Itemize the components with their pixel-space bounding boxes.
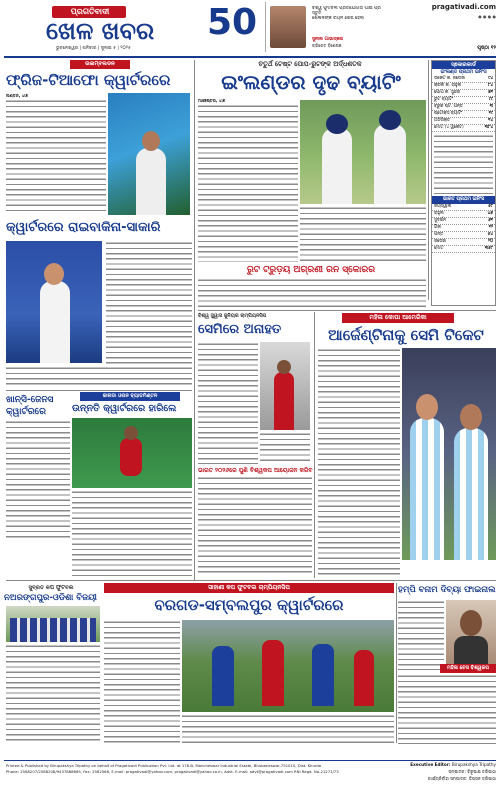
player-red-2: [354, 650, 374, 706]
football-body: [318, 348, 400, 578]
col-divider-4: [396, 583, 397, 743]
team-row: [10, 618, 96, 642]
badminton-headline: ଉନ୍ନତି କ୍ୱାର୍ଟରରେ ହାରିଲେ: [72, 403, 177, 414]
tennis-photo-1: [108, 93, 190, 215]
score-row-name: ପନ୍ତ: [434, 232, 444, 237]
tennis-body-2: [106, 241, 192, 365]
local-kicker: ସୁବ୍ରତ କପ ଫୁଟବଲ: [28, 585, 74, 591]
cricket-kicker: ଚତୁର୍ଥ ଟେଷ୍ଟ ପୋପ-ରୁଟଙ୍କ ଅର୍ଦ୍ଧଶତକ: [258, 60, 362, 68]
score-row-value: ୧୯: [488, 111, 493, 116]
chess-body-3: [198, 476, 312, 576]
football-headline: ଆର୍ଜେଣ୍ଟିନାକୁ ସେମି ଟିକେଟ: [328, 326, 484, 344]
chess-body-2: [260, 432, 310, 464]
score-row: [432, 83, 495, 90]
score-row: [432, 211, 495, 218]
score-row-name: କ୍ରଲି କ. ରାହୁଲ: [434, 83, 462, 88]
score-row-value: ୮୪: [488, 83, 493, 88]
score-row-value: ୧୪: [488, 118, 493, 123]
cricket-subhead: ରୁଟ ଟ୍ରୁଡ଼ୟ ଅଗ୍ରଣୀ ରନ ସ୍କୋରର: [246, 265, 376, 275]
hr-left-1: [6, 390, 192, 391]
chess-player-body: [454, 636, 488, 664]
badminton-body: [72, 490, 192, 578]
score-row-name: ଡକେଟ କ. ଜଡେଜା: [434, 76, 466, 81]
scoreboard-rows-1: [432, 76, 495, 132]
chess-final-sub: ମହିଳା ଚେସ ବିଶ୍ୱକପ: [446, 665, 490, 671]
score-row: [432, 232, 495, 239]
score-row-name: ଅତିରିକ୍ତ: [434, 118, 450, 123]
score-row-name: ରୁଟ ବ୍ୟାଟିଂ: [434, 97, 454, 102]
score-row-name: ରାହୁଲ: [434, 211, 444, 216]
player-blue-2: [312, 644, 334, 706]
cricket-photo: [300, 100, 426, 204]
chess-player-head: [460, 610, 482, 636]
batter-2: [374, 124, 406, 204]
footballer-1-head: [416, 394, 438, 420]
scoreboard-sub-1: ଇଂଲଣ୍ଡ ପ୍ରଥମ ଇନିଂସ: [440, 70, 487, 75]
player-head: [142, 131, 160, 151]
football-photo: [402, 348, 496, 560]
page-number: ପୃଷ୍ଠା ୧୨: [477, 45, 496, 51]
score-row-value: ୬୧: [488, 218, 493, 223]
tennis-body-1: [6, 99, 106, 215]
squash-head: [277, 360, 291, 374]
scoreboard: [431, 60, 496, 306]
footballer-2-head: [460, 404, 482, 430]
score-row: [432, 104, 495, 111]
score-row-value: ୨୦: [487, 239, 493, 244]
score-row-value: ୯୪: [488, 76, 493, 81]
score-row: [432, 76, 495, 83]
footballer-2: [454, 428, 488, 560]
cricket-body-2: [300, 206, 426, 264]
team-photo: [6, 606, 100, 642]
player-blue-1: [212, 646, 234, 706]
helmet-2: [379, 110, 401, 130]
chess-final-body: [398, 600, 444, 670]
tennis2-headline: ଖାନ୍ସି-ଜେନସ କ୍ୱାର୍ଟରରେ: [6, 395, 54, 417]
sahani-banner-text: ସାହାଣୀ କପ ଫୁଟବଲ ଚାମ୍ପିୟନସିପ: [208, 584, 290, 591]
brand-name: ପ୍ରଗତିବାଦୀ: [70, 7, 110, 16]
social-icons: ● ● ● ●: [478, 14, 496, 19]
score-row-name: ସୁଦର୍ଶନ: [434, 218, 446, 223]
masthead: [0, 0, 500, 56]
score-row-value: ୪୬: [487, 211, 493, 216]
helmet-1: [326, 114, 348, 134]
badminton-photo: [72, 418, 192, 488]
footballer-1: [410, 418, 444, 560]
score-row-value: ୩୫୮: [484, 246, 493, 251]
score-row-value: ୯୯: [488, 97, 493, 102]
footer-line-2: Phone: 2588207/2588208/9437868665, Fax: 2582566, E-mail: pragativadi@yahoo.com, pragativadi@yahoo.co.in, Advt. E-mail: advt@pragativadi.com RNI Regd. No-21271/73: [6, 769, 339, 774]
footer-editor: ସମ୍ପାଦକ: ବିରୂପାକ୍ଷ ତ୍ରିପାଠୀ: [448, 769, 496, 774]
squash-photo: [260, 342, 310, 430]
score-row-name: ମୋଟ (୪ ୱିକେଟ): [434, 125, 464, 130]
logo-number: 50: [207, 2, 258, 43]
promo-sub: କ୍ରିକେଟ ବିଶେଷଜ୍ଞ: [312, 43, 342, 48]
player-figure: [136, 148, 166, 215]
score-row: [432, 204, 495, 211]
player-red-1: [262, 640, 284, 706]
score-row-name: ବ୍ରୁକ ଷ୍ଟ. ପନ୍ତ: [434, 104, 463, 109]
score-row: [432, 246, 495, 253]
score-row: [432, 239, 495, 246]
player-figure-2: [40, 281, 70, 363]
score-row: [432, 118, 495, 125]
section-title: ଖେଳ ଖବର: [46, 17, 155, 45]
promo-box: [265, 2, 385, 52]
badminton-kicker: କାନାଡା ଓପନ ବ୍ୟାଡମିଣ୍ଟନ: [80, 392, 180, 401]
player-head-2: [44, 263, 64, 285]
chess-headline: ସେମିରେ ଅନାହତ: [198, 322, 282, 337]
squash-player: [274, 372, 294, 430]
tennis-body-3: [6, 366, 192, 388]
scoreboard-title: ସ୍କୋରକାର୍ଡ: [432, 61, 495, 69]
hr-bottom: [6, 580, 496, 581]
chess-kicker: ବିଶ୍ୱ ସ୍କ୍ୱାସ ଜୁନିୟର ଚାମ୍ପିୟନସିପ: [198, 313, 267, 319]
chess-final-body-2: [398, 674, 496, 744]
score-row: [432, 111, 495, 118]
score-row-value: ୫୪: [487, 232, 493, 237]
tennis-tag: ଉଇମ୍ବଲଡନ: [70, 60, 130, 69]
promo-line-2: ଖେଳାଳିଙ୍କ ଚୟନ ଶେଷ ହେଲା: [312, 16, 364, 21]
score-row-name: ଜଡେଜା: [434, 239, 447, 244]
scoreboard-rows-2: [432, 204, 495, 253]
sahani-body: [104, 620, 180, 744]
chess-player-photo: [446, 600, 496, 664]
sahani-body-2: [182, 714, 394, 744]
tennis2-body: [6, 420, 70, 540]
masthead-rule: [4, 56, 496, 58]
col-divider-2: [428, 60, 429, 300]
promo-photo: [270, 6, 306, 48]
promo-byline: ସୁନୀଲ ଗାଭାସ୍କର: [312, 37, 344, 42]
promo-line-1: ବିଶ୍ୱ ଫୁଟବଲ ପ୍ରତିଯୋଗିତା ପାଇଁ ପ୍ରସ୍ତୁତି: [312, 6, 381, 17]
football-tag: ମହିଳା କୋପା ଆମେରିକା: [342, 313, 454, 323]
footer-exec-label: Executive Editor:: [410, 762, 451, 767]
footer-exec: [392, 762, 496, 768]
cricket-headline: ଇଂଲଣ୍ଡର ଦୃଢ ବ୍ୟାଟିଂ: [221, 70, 401, 94]
batter-1: [322, 128, 352, 204]
chess-body: [198, 342, 258, 464]
local-headline: ନଅରଙ୍ଗପୁର-ଓଡିଶା ବିଜୟୀ: [4, 593, 97, 603]
footer-line-1: Printed & Published by Birupakshya Tripathy on behalf of Pragativadi Publication Pvt. Ltd. at 178-B, Mancheswar Industrial Estate, Bhubaneswar-751010, Dist. Khurda: [6, 763, 322, 768]
score-row-name: ଗିଲ: [434, 225, 442, 230]
footer-exec-name: Birupakshya Tripathy: [451, 762, 496, 767]
score-row: [432, 90, 495, 97]
badminton-head: [124, 426, 138, 440]
cricket-body-1: [198, 104, 298, 262]
tennis-headline-2: କ୍ୱାର୍ଟରରେ ରାଇବାକିନା-ସାକାରି: [6, 220, 161, 235]
score-row-name: ଜୟସ୍ୱାଲ: [434, 204, 452, 209]
scoreboard-sub-2: ଭାରତ ପ୍ରଥମ ଇନିଂସ: [432, 196, 495, 204]
footer-editor-2: କାର୍ଯ୍ୟନିର୍ବାହୀ ସମ୍ପାଦକ: ଡିପ୍ସନ ତ୍ରିପାଠୀ: [427, 776, 496, 781]
score-row-name: ପୋପ କ. ସୁନ୍ଦର: [434, 90, 461, 95]
cricket-body-3: [198, 278, 426, 308]
col-divider-1: [194, 60, 195, 580]
scoreboard-bowling: [434, 134, 493, 194]
score-row: [432, 218, 495, 225]
match-photo: [182, 620, 394, 712]
score-row-value: ୧୨: [488, 225, 493, 230]
score-row-value: ୫୮: [488, 204, 493, 209]
score-row: [432, 125, 495, 132]
chess-subhead: ଭାରତ ୨୦୨୬ରେ ପୁଣି ବିଶ୍ୱକପ ଆୟୋଜନ କରିବ: [198, 467, 313, 474]
score-row-value: ୩: [489, 104, 493, 109]
chess-final-headline: ହମ୍ପି ବନାମ ଦିବ୍ୟା ଫାଇନାଲ: [398, 585, 496, 595]
sahani-headline: ବରଗଡ-ସମ୍ବଲପୁର କ୍ୱାର୍ଟରରେ: [154, 596, 344, 614]
tennis-photo-2: [6, 241, 102, 363]
footer-rule: [4, 760, 496, 761]
date-line: ଭୁବନେଶ୍ୱର | ଶନିବାର | ଜୁଲାଇ ୫ | ୨୦୨୫: [56, 46, 131, 51]
score-row-name: ଷ୍ଟୋକ୍ସ ବ୍ୟାଟିଂ: [434, 111, 463, 116]
badminton-player: [120, 438, 142, 476]
score-row: [432, 97, 495, 104]
hr-mid-1: [198, 310, 496, 311]
score-row-value: ୩୮୪: [484, 125, 493, 130]
tennis-dateline: ଲଣ୍ଡନ, ୪ା୭: [6, 93, 29, 98]
tennis-headline-1: ଫ୍ରିଜ-ଟିଆଫୋ କ୍ୱାର୍ଟରରେ: [6, 71, 171, 89]
local-body: [6, 644, 100, 744]
col-divider-3: [314, 312, 315, 578]
website-label[interactable]: pragativadi.com: [431, 3, 496, 11]
cricket-dateline: ମାଞ୍ଚେଷ୍ଟର, ୪ା୭: [198, 98, 226, 103]
anniversary-logo: [205, 2, 258, 46]
score-row: [432, 225, 495, 232]
score-row-value: ୭୧: [488, 90, 493, 95]
score-row-name: ମୋଟ: [434, 246, 444, 251]
